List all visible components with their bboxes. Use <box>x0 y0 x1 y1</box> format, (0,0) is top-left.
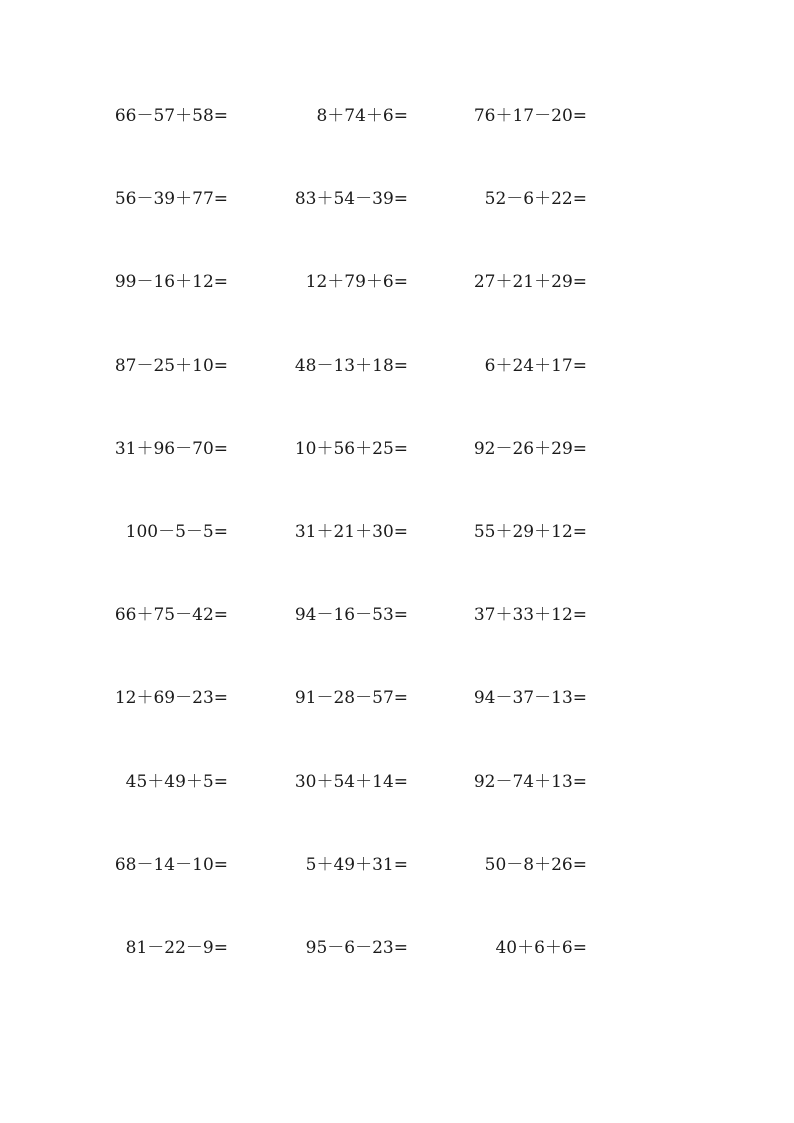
math-problem: 68－14－10= <box>114 854 228 875</box>
math-problem: 12＋79＋6= <box>305 272 408 293</box>
math-problem: 30＋54＋14= <box>294 771 408 792</box>
math-problem: 66－57＋58= <box>114 106 228 126</box>
problem-row <box>0 936 794 1019</box>
math-problem: 48－13＋18= <box>294 355 408 376</box>
problem-row <box>0 354 794 437</box>
problem-row <box>0 270 794 353</box>
math-problem: 12＋69－23= <box>114 688 228 709</box>
math-problem: 99－16＋12= <box>114 272 228 293</box>
problem-grid <box>0 104 794 1019</box>
math-problem: 92－26＋29= <box>473 438 587 459</box>
math-problem: 55＋29＋12= <box>473 521 587 542</box>
math-problem: 6＋24＋17= <box>484 355 587 376</box>
math-problem: 8＋74＋6= <box>316 106 408 126</box>
math-problem: 37＋33＋12= <box>473 605 587 626</box>
math-problem: 95－6－23= <box>305 937 408 958</box>
problem-row <box>0 770 794 853</box>
problem-row <box>0 686 794 769</box>
math-problem: 31＋96－70= <box>114 438 228 459</box>
math-problem: 76＋17－20= <box>473 106 587 126</box>
math-problem: 87－25＋10= <box>114 355 228 376</box>
math-problem: 56－39＋77= <box>114 189 228 210</box>
problem-row <box>0 520 794 603</box>
math-problem: 52－6＋22= <box>484 189 587 210</box>
math-problem: 50－8＋26= <box>484 854 587 875</box>
math-problem: 27＋21＋29= <box>473 272 587 293</box>
math-problem: 94－16－53= <box>294 605 408 626</box>
problem-row <box>0 187 794 270</box>
math-problem: 40＋6＋6= <box>495 937 587 958</box>
math-problem: 94－37－13= <box>473 688 587 709</box>
math-problem: 5＋49＋31= <box>305 854 408 875</box>
math-problem: 81－22－9= <box>125 937 228 958</box>
math-problem: 45＋49＋5= <box>125 771 228 792</box>
math-problem: 66＋75－42= <box>114 605 228 626</box>
math-problem: 100－5－5= <box>125 521 228 542</box>
math-problem: 83＋54－39= <box>294 189 408 210</box>
math-problem: 31＋21＋30= <box>294 521 408 542</box>
problem-row <box>0 104 794 187</box>
math-problem: 10＋56＋25= <box>294 438 408 459</box>
math-problem: 92－74＋13= <box>473 771 587 792</box>
problem-row <box>0 853 794 936</box>
problem-row <box>0 603 794 686</box>
math-problem: 91－28－57= <box>294 688 408 709</box>
problem-row <box>0 437 794 520</box>
